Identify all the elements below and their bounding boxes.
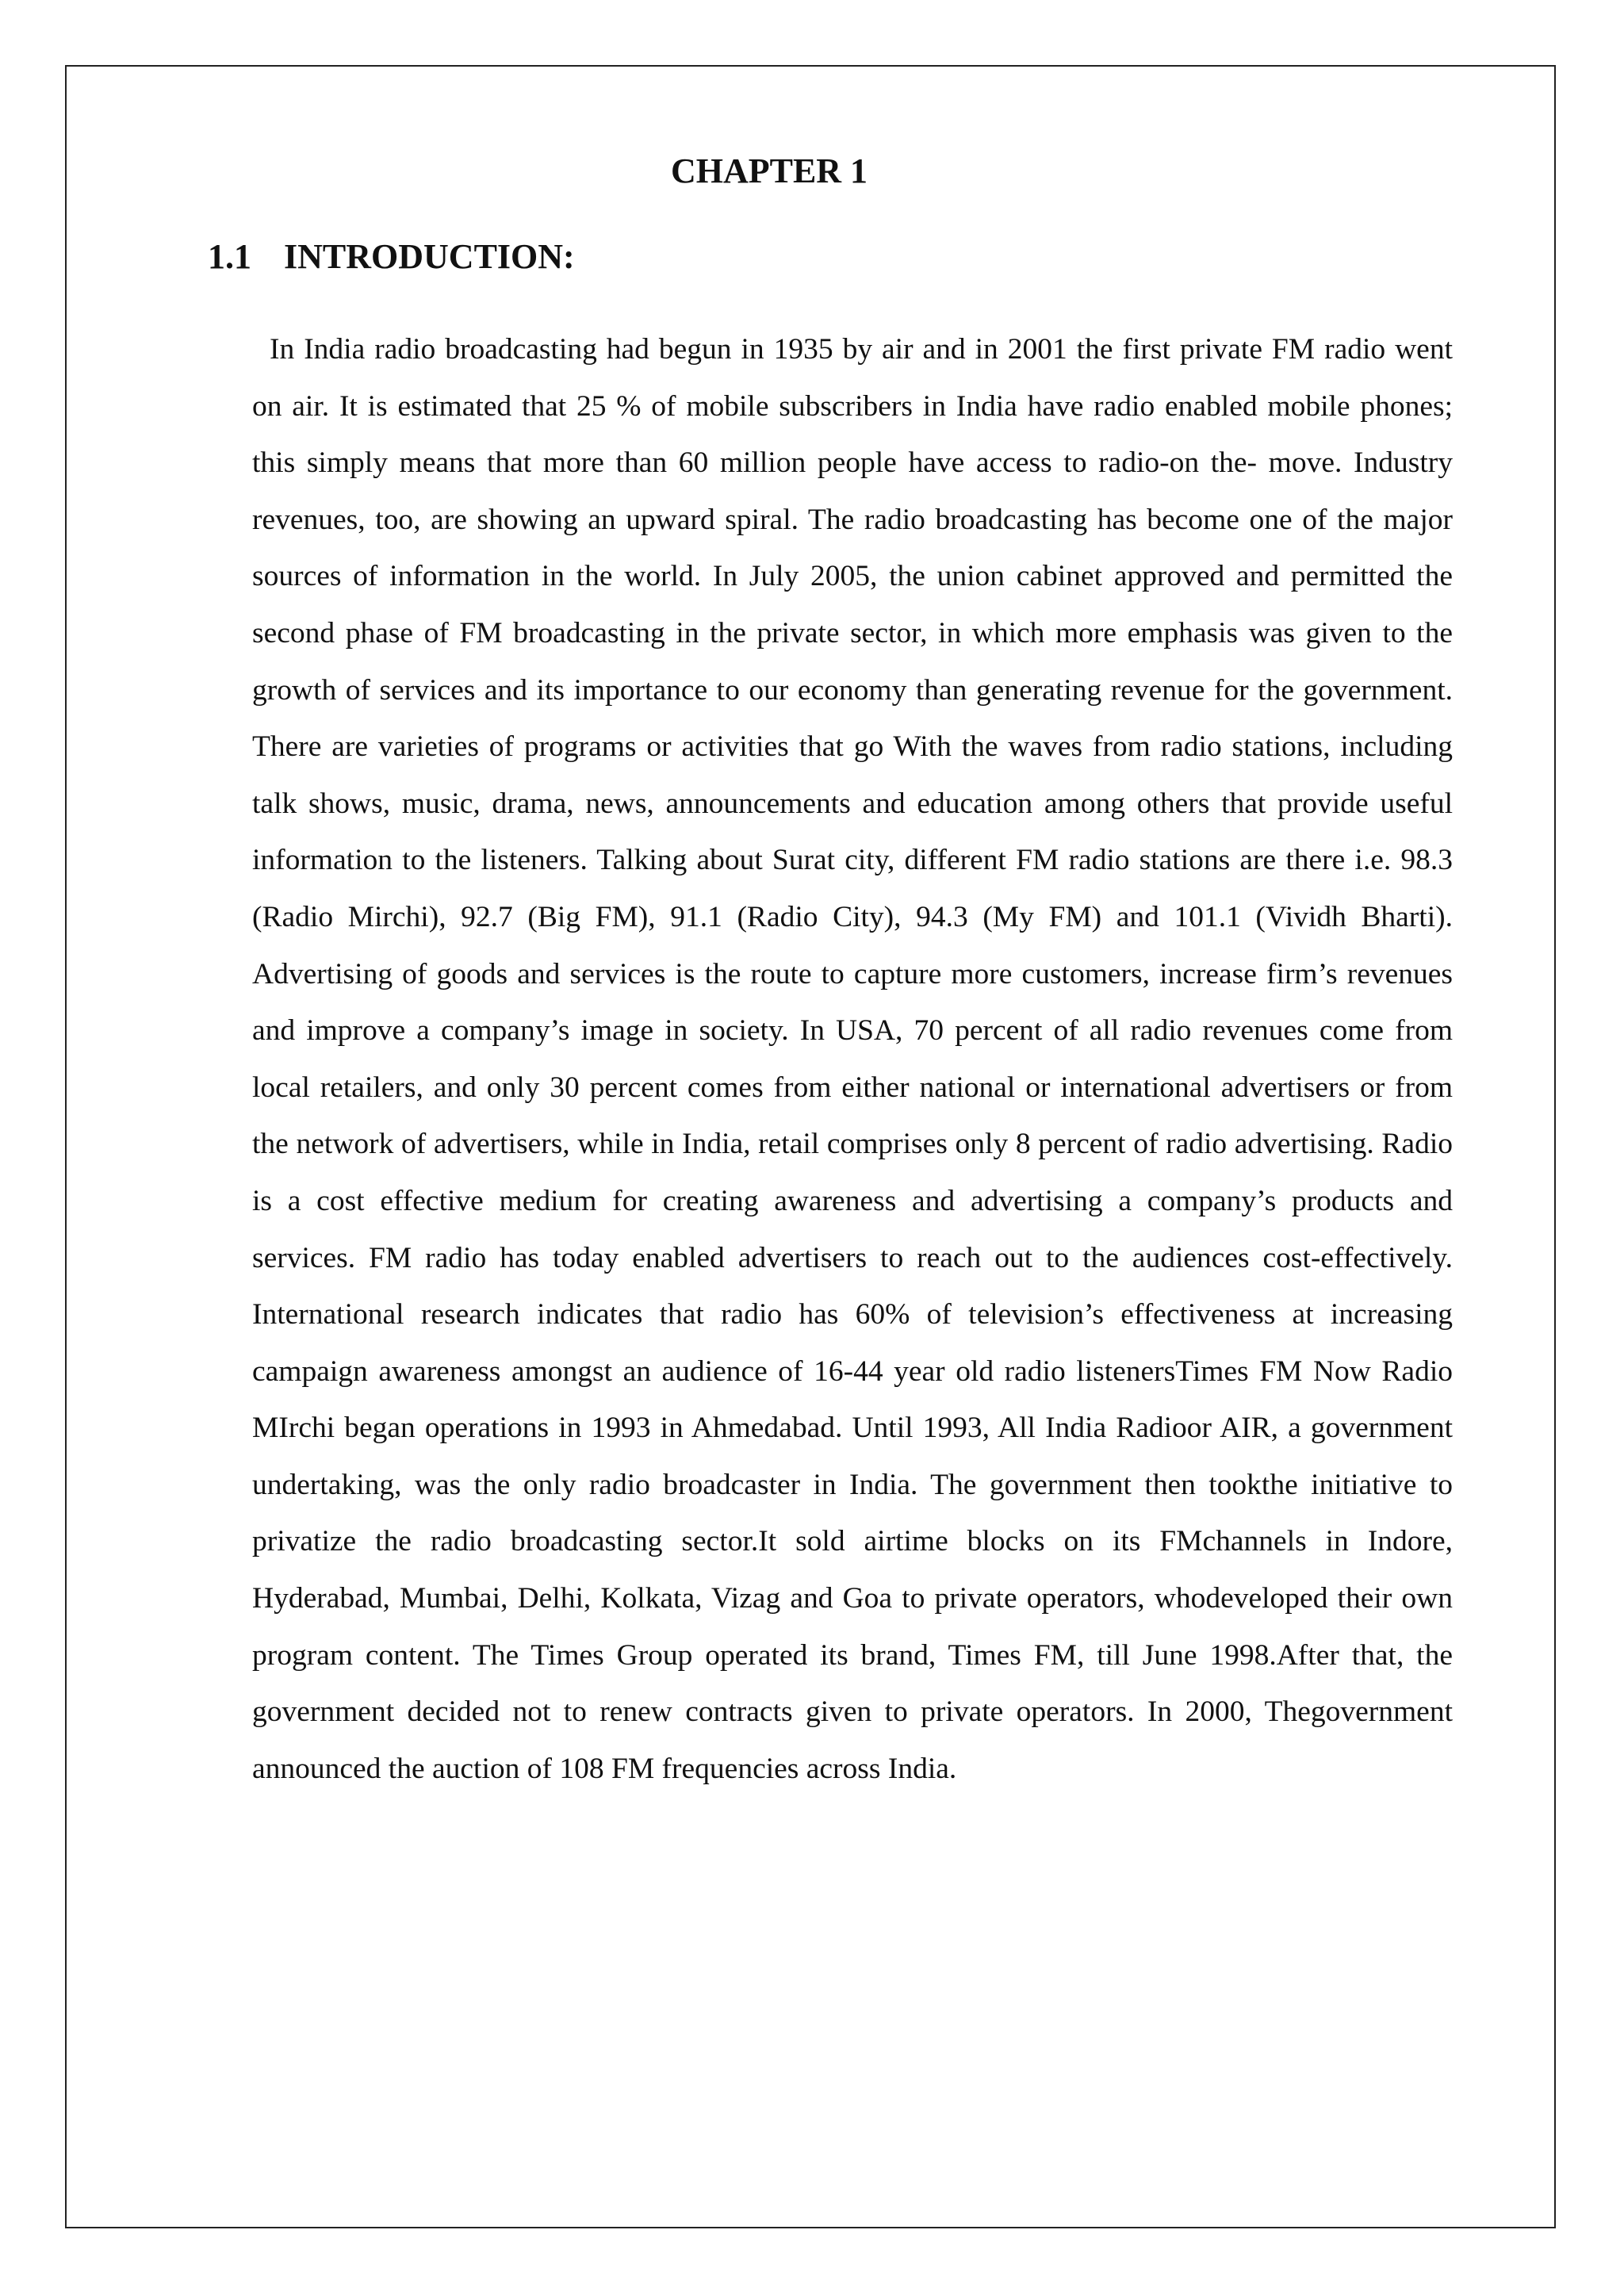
section-heading	[208, 233, 575, 281]
introduction-paragraph: In India radio broadcasting had begun in 1935 by air and in 2001 the first private FM radio went on air. It is estimated that 25 % of mobile subscribers in India have radio enabled mobile phones; this simply means that more than 60 million people have access to radio-on the- move. Industry revenues, too, are showing an upward spiral. The radio broadcasting has become one of the major sources of information in the world. In July 2005, the union cabinet approved and permitted the second phase of FM broadcasting in the private sector, in which more emphasis was given to the growth of services and its importance to our economy than generating revenue for the government. There are varieties of programs or activities that go With the waves from radio stations, including talk shows, music, drama, news, announcements and education among others that provide useful information to the listeners. Talking about Surat city, different FM radio stations are there i.e. 98.3 (Radio Mirchi), 92.7 (Big FM), 91.1 (Radio City), 94.3 (My FM) and 101.1 (Vividh Bharti). Advertising of goods and services is the route to capture more customers, increase firm’s revenues and improve a company’s image in society. In USA, 70 percent of all radio revenues come from local retailers, and only 30 percent comes from either national or international advertisers or from the network of advertisers, while in India, retail comprises only 8 percent of radio advertising. Radio is a cost effective medium for creating awareness and advertising a company’s products and services. FM radio has today enabled advertisers to reach out to the audiences cost-effectively. International research indicates that radio has 60% of television’s effectiveness at increasing campaign awareness amongst an audience of 16-44 year old radio listenersTimes FM Now Radio MIrchi began operations in 1993 in Ahmedabad. Until 1993, All India Radioor AIR, a government undertaking, was the only radio broadcaster in India. The government then tookthe initiative to privatize the radio broadcasting sector.It sold airtime blocks on its FMchannels in Indore, Hyderabad, Mumbai, Delhi, Kolkata, Vizag and Goa to private operators, whodeveloped their own program content. The Times Group operated its brand, Times FM, till June 1998.After that, the government decided not to renew contracts given to private operators. In 2000, Thegovernment announced the auction of 108 FM frequencies across India.	[252, 333, 1453, 1785]
section-number: 1.1	[208, 237, 251, 276]
chapter-title: CHAPTER 1	[670, 151, 868, 190]
section-title: INTRODUCTION:	[284, 237, 575, 276]
